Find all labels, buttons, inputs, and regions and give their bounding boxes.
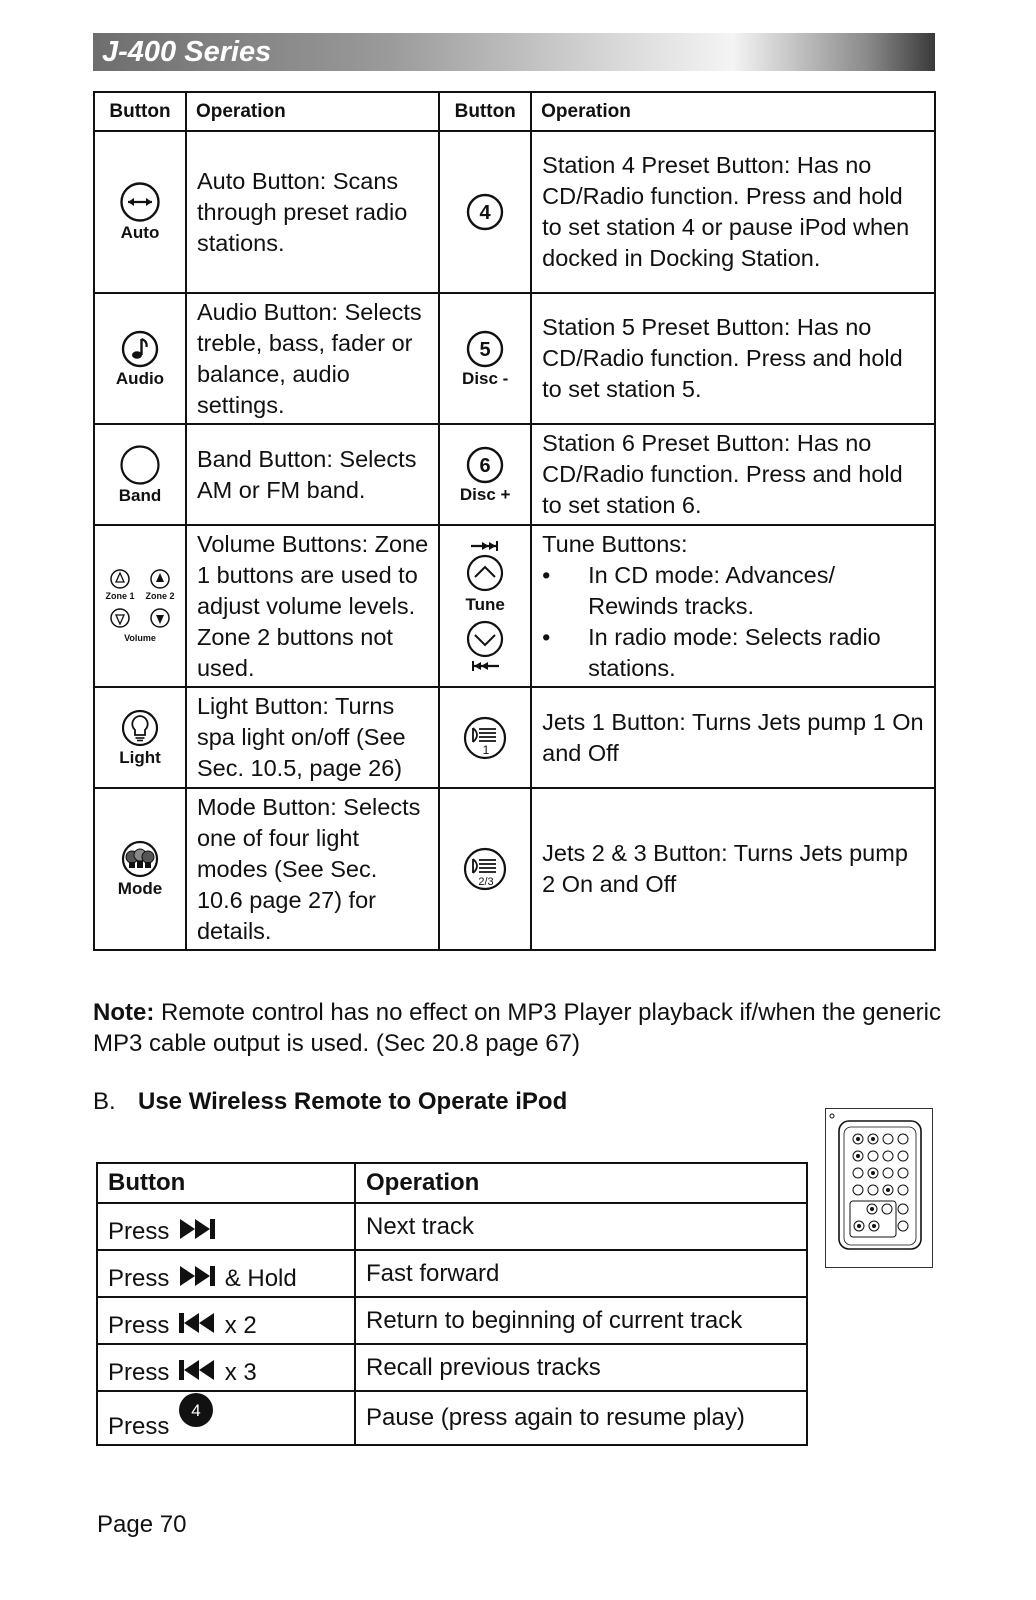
music-note-icon (120, 329, 160, 369)
operation-text: Station 4 Preset Button: Has no CD/Radio function. Press and hold to set station 4 or pause iPod when docked in Docking Station. (531, 131, 935, 293)
table-row (94, 424, 935, 525)
table-row (94, 687, 935, 788)
table-row (94, 788, 935, 950)
table-row (97, 1391, 807, 1445)
operation-text: Mode Button: Selects one of four light modes (See Sec. 10.6 page 27) for details. (186, 788, 439, 950)
next-track-icon (178, 1217, 216, 1241)
preset-4-icon (465, 192, 505, 232)
light-button-cell (94, 687, 186, 788)
section-title: Use Wireless Remote to Operate iPod (138, 1088, 568, 1115)
preset-5-icon (465, 329, 505, 369)
volume-label: Volume (124, 633, 156, 643)
remote-control-icon (826, 1109, 932, 1267)
note-paragraph (93, 997, 943, 1059)
tune-up-icon (463, 539, 507, 593)
tune-operation-cell (531, 525, 935, 687)
button-label: Disc - (462, 368, 509, 388)
band-button-cell (94, 424, 186, 525)
table-row (97, 1203, 807, 1250)
next-track-icon (178, 1264, 216, 1288)
ipod-remote-table (96, 1162, 808, 1446)
table-row (97, 1297, 807, 1344)
table-row (97, 1344, 807, 1391)
button-operation-table (93, 91, 936, 951)
volume-buttons-icon (98, 567, 182, 645)
preset-4-filled-icon (178, 1392, 214, 1428)
previous-track-icon (178, 1358, 216, 1382)
remote-control-image (825, 1108, 933, 1268)
volume-buttons-cell (94, 525, 186, 687)
table-header-row (94, 92, 935, 131)
column-header: Operation (531, 92, 935, 131)
button-label: Mode (117, 879, 163, 898)
preset-4-cell (439, 131, 531, 293)
operation-text: Jets 1 Button: Turns Jets pump 1 On and Off (531, 687, 935, 788)
operation-cell: Return to beginning of current track (355, 1297, 807, 1344)
zone-2-label: Zone 2 (145, 591, 175, 601)
jets-1-icon (462, 715, 508, 761)
audio-button-cell (94, 293, 186, 424)
tune-buttons-cell (439, 525, 531, 687)
operation-text: Light Button: Turns spa light on/off (See Sec. 10.5, page 26) (186, 687, 439, 788)
section-heading (93, 1088, 567, 1116)
badge-number: 4 (191, 1401, 201, 1420)
tune-down-icon (463, 619, 507, 673)
operation-text: Audio Button: Selects treble, bass, fader or balance, audio settings. (186, 293, 439, 424)
jets-number: 1 (482, 742, 490, 757)
table-row (97, 1250, 807, 1297)
operation-text: Jets 2 & 3 Button: Turns Jets pump 2 On and Off (531, 788, 935, 950)
table-row (94, 525, 935, 687)
operation-cell: Next track (355, 1203, 807, 1250)
column-header: Button (97, 1163, 355, 1203)
operation-cell: Recall previous tracks (355, 1344, 807, 1391)
operation-text: Band Button: Selects AM or FM band. (186, 424, 439, 525)
table-row (94, 131, 935, 293)
mode-button-cell (94, 788, 186, 950)
previous-track-icon (178, 1311, 216, 1335)
operation-text: Auto Button: Scans through preset radio stations. (186, 131, 439, 293)
command-cell: Press x 3 (97, 1344, 355, 1391)
command-cell: Press & Hold (97, 1250, 355, 1297)
section-letter: B. (93, 1088, 116, 1115)
preset-6-cell (439, 424, 531, 525)
table-header-row (97, 1163, 807, 1203)
list-item: • In CD mode: Advances/ Rewinds tracks. (542, 561, 836, 619)
page-title: J-400 Series (102, 36, 272, 68)
page-number: Page 70 (97, 1511, 187, 1538)
operation-cell: Fast forward (355, 1250, 807, 1297)
operation-text: Station 6 Preset Button: Has no CD/Radio function. Press and hold to set station 6. (531, 424, 935, 525)
jets-1-cell (439, 687, 531, 788)
preset-5-cell (439, 293, 531, 424)
note-text: Remote control has no effect on MP3 Player playback if/when the generic MP3 cable output is used. (Sec 20.8 page 67) (93, 999, 941, 1057)
operation-text: Station 5 Preset Button: Has no CD/Radio function. Press and hold to set station 5. (531, 293, 935, 424)
button-label: Light (119, 747, 161, 767)
button-label: Tune (465, 595, 505, 614)
jets-2-3-cell (439, 788, 531, 950)
command-cell: Press x 2 (97, 1297, 355, 1344)
list-item: • In radio mode: Selects radio stations. (542, 623, 881, 681)
column-header: Operation (186, 92, 439, 131)
preset-number: 5 (479, 338, 491, 361)
preset-6-icon (465, 445, 505, 485)
command-cell: Press 4 (97, 1391, 355, 1445)
auto-button-cell (94, 131, 186, 293)
zone-1-label: Zone 1 (105, 591, 135, 601)
header-bar (93, 33, 935, 71)
mode-bulbs-icon (120, 839, 160, 879)
column-header: Button (94, 92, 186, 131)
column-header: Operation (355, 1163, 807, 1203)
button-label: Band (118, 485, 162, 505)
light-bulb-icon (120, 708, 160, 748)
operation-title: Tune Buttons: (542, 530, 688, 557)
command-cell: Press (97, 1203, 355, 1250)
preset-number: 6 (479, 454, 491, 477)
auto-arrow-icon (119, 181, 161, 223)
operation-text: Volume Buttons: Zone 1 buttons are used to adjust volume levels. Zone 2 buttons not used. (186, 525, 439, 687)
preset-number: 4 (479, 202, 491, 224)
column-header: Button (439, 92, 531, 131)
button-label: Auto (120, 223, 160, 242)
button-label: Audio (115, 368, 165, 388)
jets-number: 2/3 (478, 876, 494, 888)
operation-cell: Pause (press again to resume play) (355, 1391, 807, 1445)
jets-2-3-icon (462, 846, 508, 892)
band-circle-icon (119, 444, 161, 486)
table-row (94, 293, 935, 424)
note-label: Note: (93, 999, 155, 1026)
button-label: Disc + (459, 484, 511, 504)
